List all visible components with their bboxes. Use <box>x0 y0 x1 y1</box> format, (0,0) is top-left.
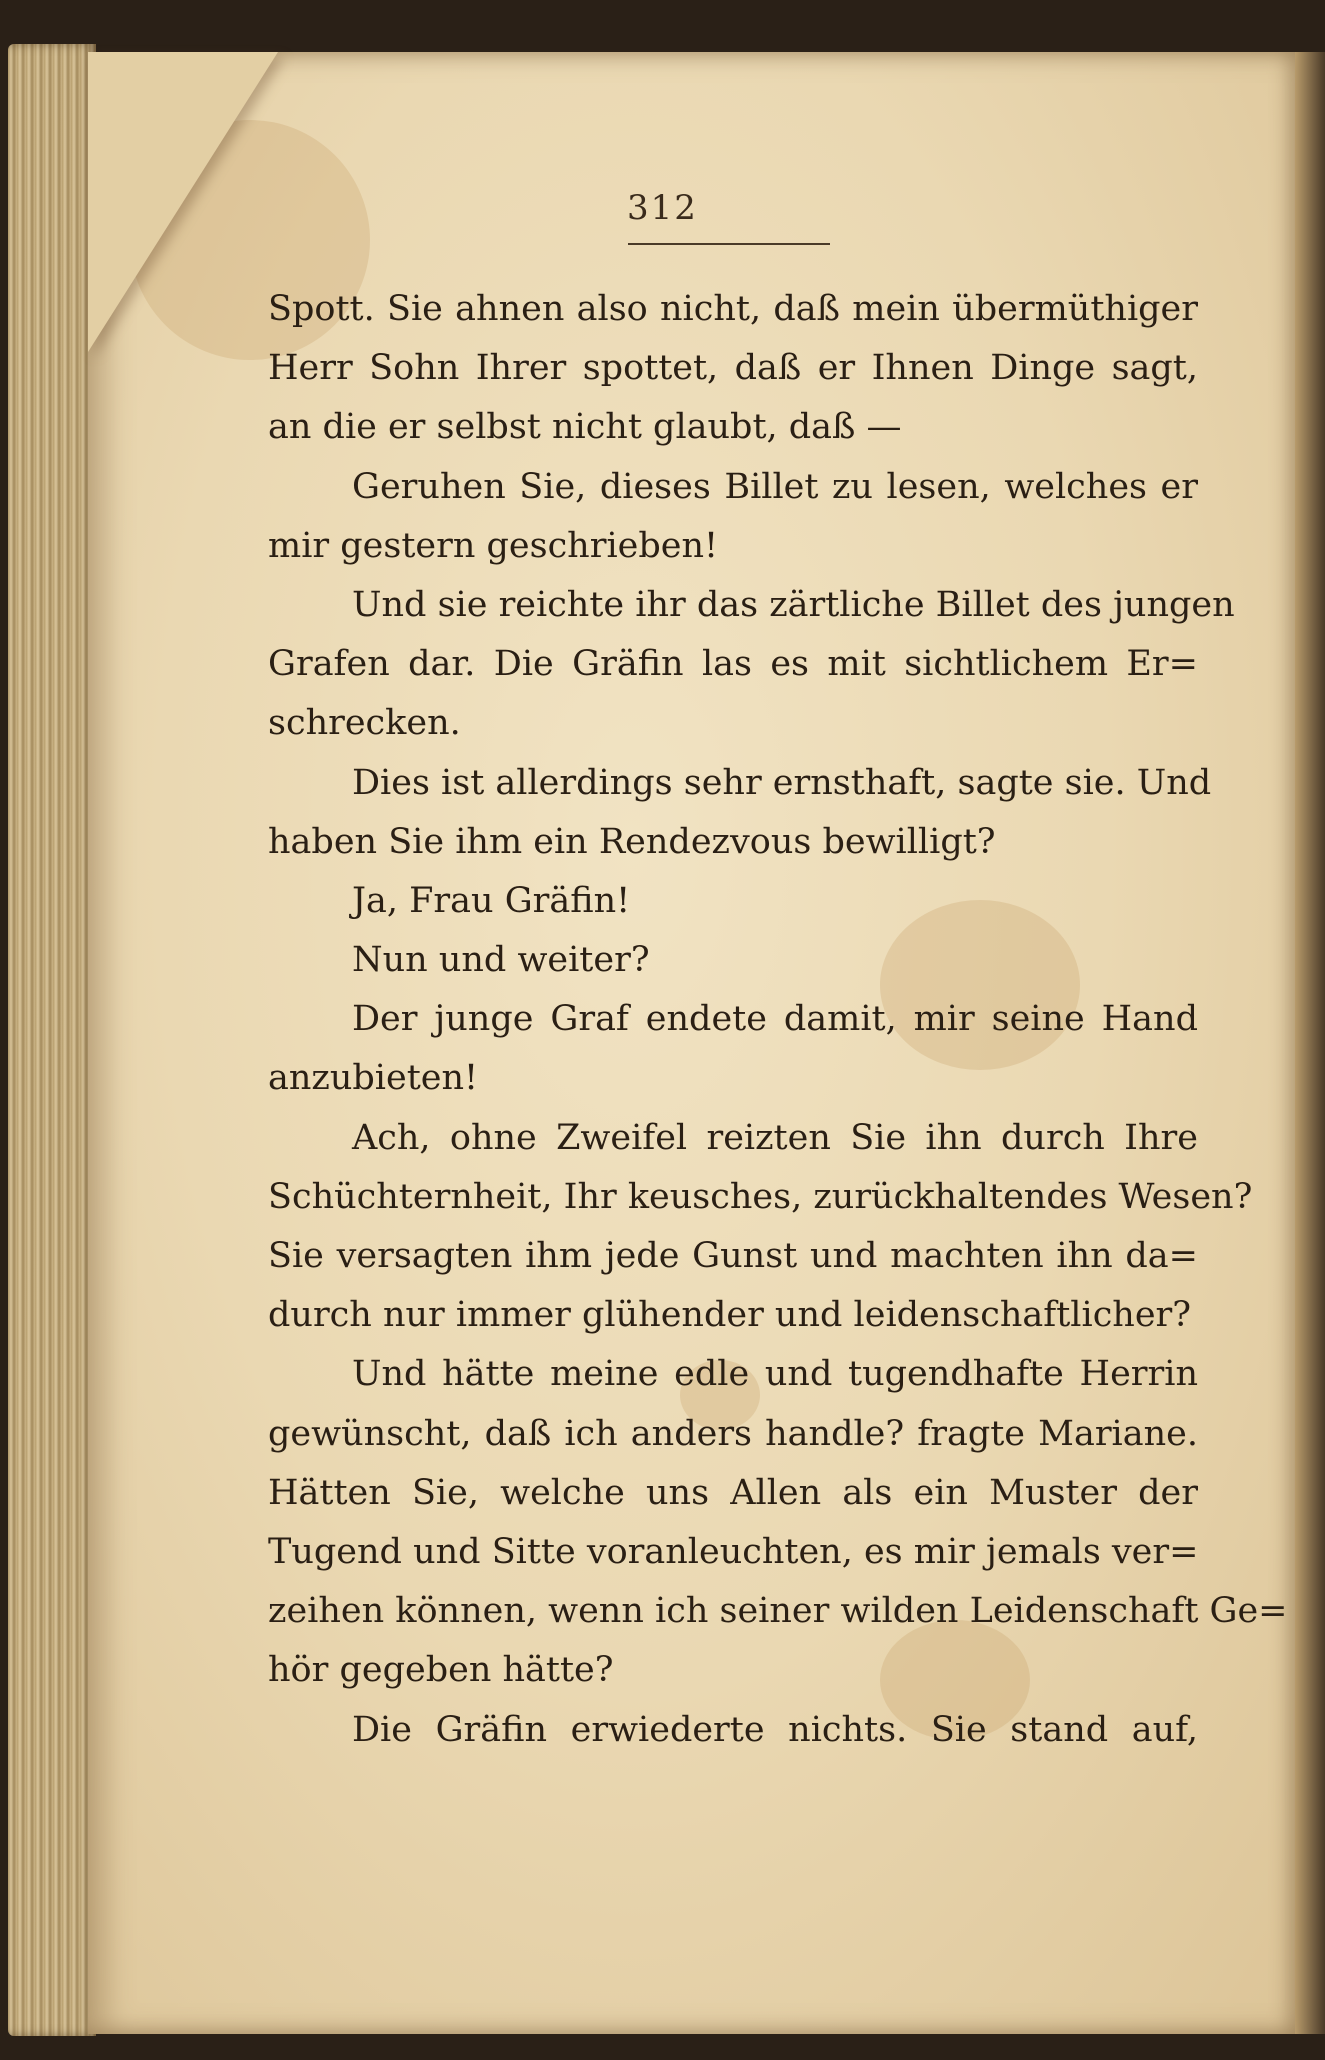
text-line: Spott. Sie ahnen also nicht, daß mein übermüthiger <box>268 289 1198 329</box>
text-line: an die er selbst nicht glaubt, daß — <box>268 407 902 448</box>
page-number: 312 <box>627 188 698 228</box>
text-line: Schüchternheit, Ihr keusches, zurückhaltendes Wesen? <box>268 1176 1253 1217</box>
text-line: Nun und weiter? <box>352 940 650 981</box>
text-line: Ja, Frau Gräfin! <box>352 880 631 921</box>
text-line: Die Gräfin erwiederte nichts. Sie stand auf, <box>352 1709 1198 1750</box>
header-rule <box>628 243 830 245</box>
text-line: anzubieten! <box>268 1058 479 1099</box>
text-line: Herr Sohn Ihrer spottet, daß er Ihnen Dinge sagt, <box>268 348 1198 389</box>
page-edges <box>8 44 96 2036</box>
text-line: Tugend und Sitte voranleuchten, es mir jemals ver= <box>268 1531 1199 1572</box>
text-line: zeihen können, wenn ich seiner wilden Leidenschaft Ge= <box>268 1591 1288 1632</box>
text-line: Sie versagten ihm jede Gunst und machten ihn da= <box>268 1236 1198 1276</box>
text-line: Und sie reichte ihr das zärtliche Billet des jungen <box>352 584 1235 625</box>
body-text <box>268 280 1288 1760</box>
text-line: Der junge Graf endete damit, mir seine Hand <box>352 999 1198 1040</box>
text-line: hör gegeben hätte? <box>268 1650 614 1691</box>
text-line: gewünscht, daß ich anders handle? fragte Mariane. <box>268 1413 1198 1454</box>
text-line: haben Sie ihm ein Rendezvous bewilligt? <box>268 821 996 862</box>
text-line: mir gestern geschrieben! <box>268 525 719 566</box>
text-line: schrecken. <box>268 703 461 744</box>
text-line: Ach, ohne Zweifel reizten Sie ihn durch Ihre <box>352 1117 1198 1158</box>
gutter-shadow <box>1295 52 1325 2034</box>
text-line: Dies ist allerdings sehr ernsthaft, sagte sie. Und <box>352 762 1212 803</box>
text-line: Grafen dar. Die Gräfin las es mit sichtlichem Er= <box>268 644 1198 685</box>
text-line: durch nur immer glühender und leidenschaftlicher? <box>268 1295 1192 1336</box>
text-line: Und hätte meine edle und tugendhafte Herrin <box>352 1354 1198 1395</box>
text-line: Hätten Sie, welche uns Allen als ein Muster der <box>268 1472 1198 1513</box>
text-line: Geruhen Sie, dieses Billet zu lesen, welches er <box>352 466 1198 507</box>
